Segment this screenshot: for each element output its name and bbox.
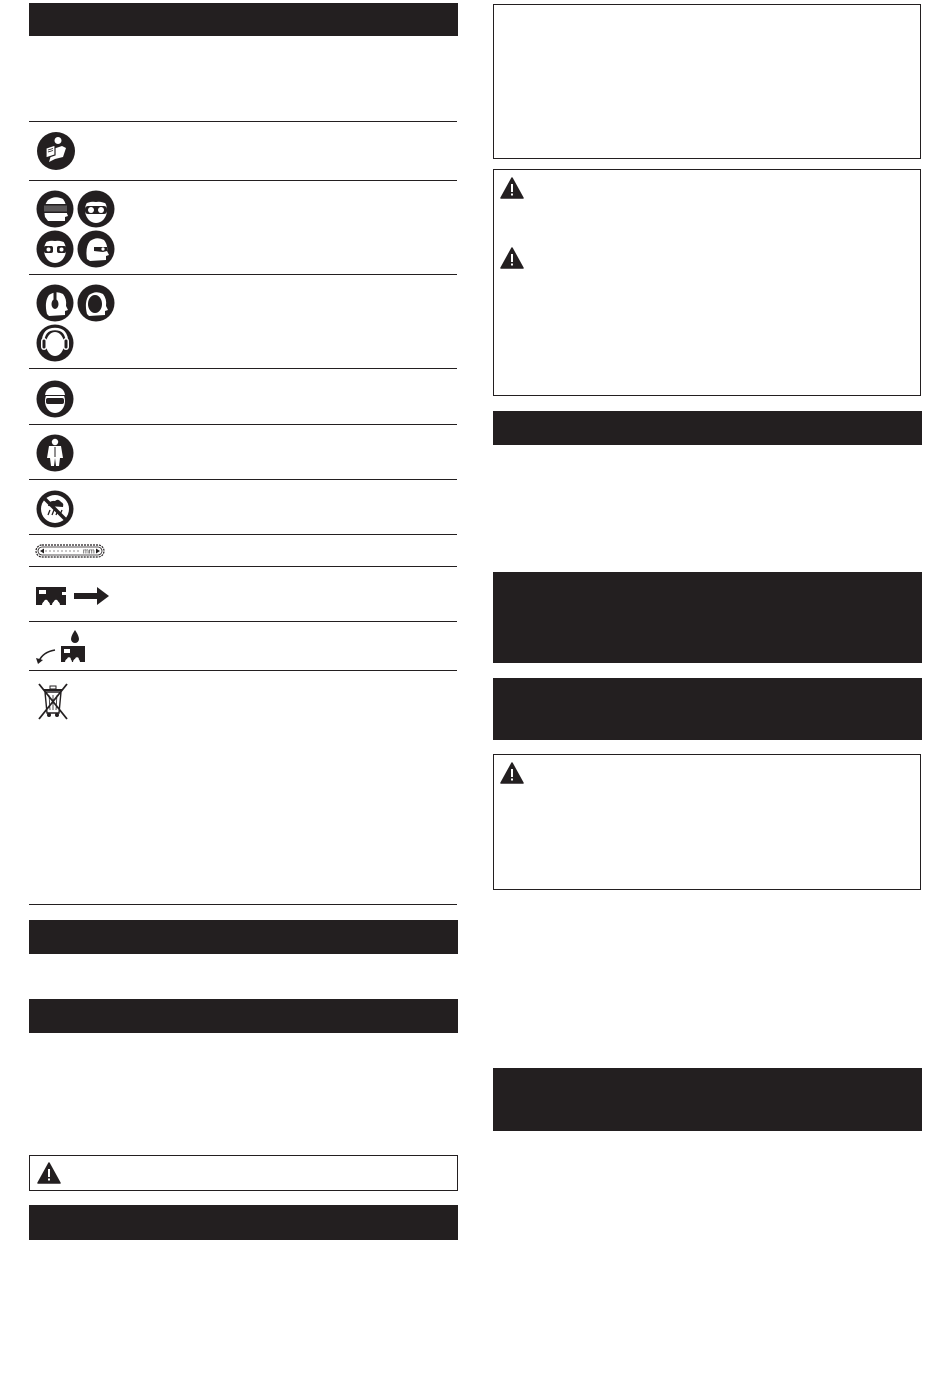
divider	[29, 904, 457, 905]
earplug-icon	[36, 284, 74, 322]
divider	[29, 274, 457, 275]
divider	[29, 121, 457, 122]
warning-triangle-icon	[500, 762, 524, 784]
face-shield-icon	[36, 190, 74, 228]
section-bar-4	[29, 1205, 458, 1240]
warning-triangle-icon	[37, 1162, 61, 1184]
earmuff-front-icon	[36, 324, 74, 362]
divider	[29, 424, 457, 425]
warning-box-left	[29, 1155, 458, 1191]
no-rain-exposure-icon	[36, 490, 74, 528]
divider	[29, 534, 457, 535]
safety-glasses-side-icon	[77, 230, 115, 268]
section-bar-right-4	[493, 1068, 922, 1131]
divider	[29, 368, 457, 369]
divider	[29, 621, 457, 622]
divider	[29, 670, 457, 671]
chain-oil-icon	[35, 628, 87, 666]
divider	[29, 180, 457, 181]
warning-box-right-2	[493, 754, 921, 890]
goggles-icon	[77, 190, 115, 228]
symbols-header-bar	[29, 3, 458, 36]
safety-glasses-front-icon	[36, 230, 74, 268]
earmuff-side-icon	[77, 284, 115, 322]
warning-triangle-icon	[500, 247, 524, 269]
section-bar-right-3	[493, 678, 922, 740]
section-bar-2	[29, 920, 458, 954]
read-manual-icon	[36, 131, 76, 171]
safety-helmet-icon	[36, 380, 74, 418]
guide-bar-length-icon	[35, 543, 107, 559]
protective-clothing-icon	[36, 434, 74, 472]
divider	[29, 566, 457, 567]
warning-box-right-1	[493, 169, 921, 396]
divider	[29, 479, 457, 480]
notice-box-top	[493, 4, 921, 159]
section-bar-right-2	[493, 572, 922, 663]
section-bar-right-1	[493, 411, 922, 445]
chain-running-direction-icon	[35, 584, 111, 608]
warning-triangle-icon	[500, 177, 524, 199]
section-bar-3	[29, 999, 458, 1033]
guide-bar-unit-label: mm	[83, 548, 95, 556]
crossed-out-bin-icon	[35, 681, 71, 721]
